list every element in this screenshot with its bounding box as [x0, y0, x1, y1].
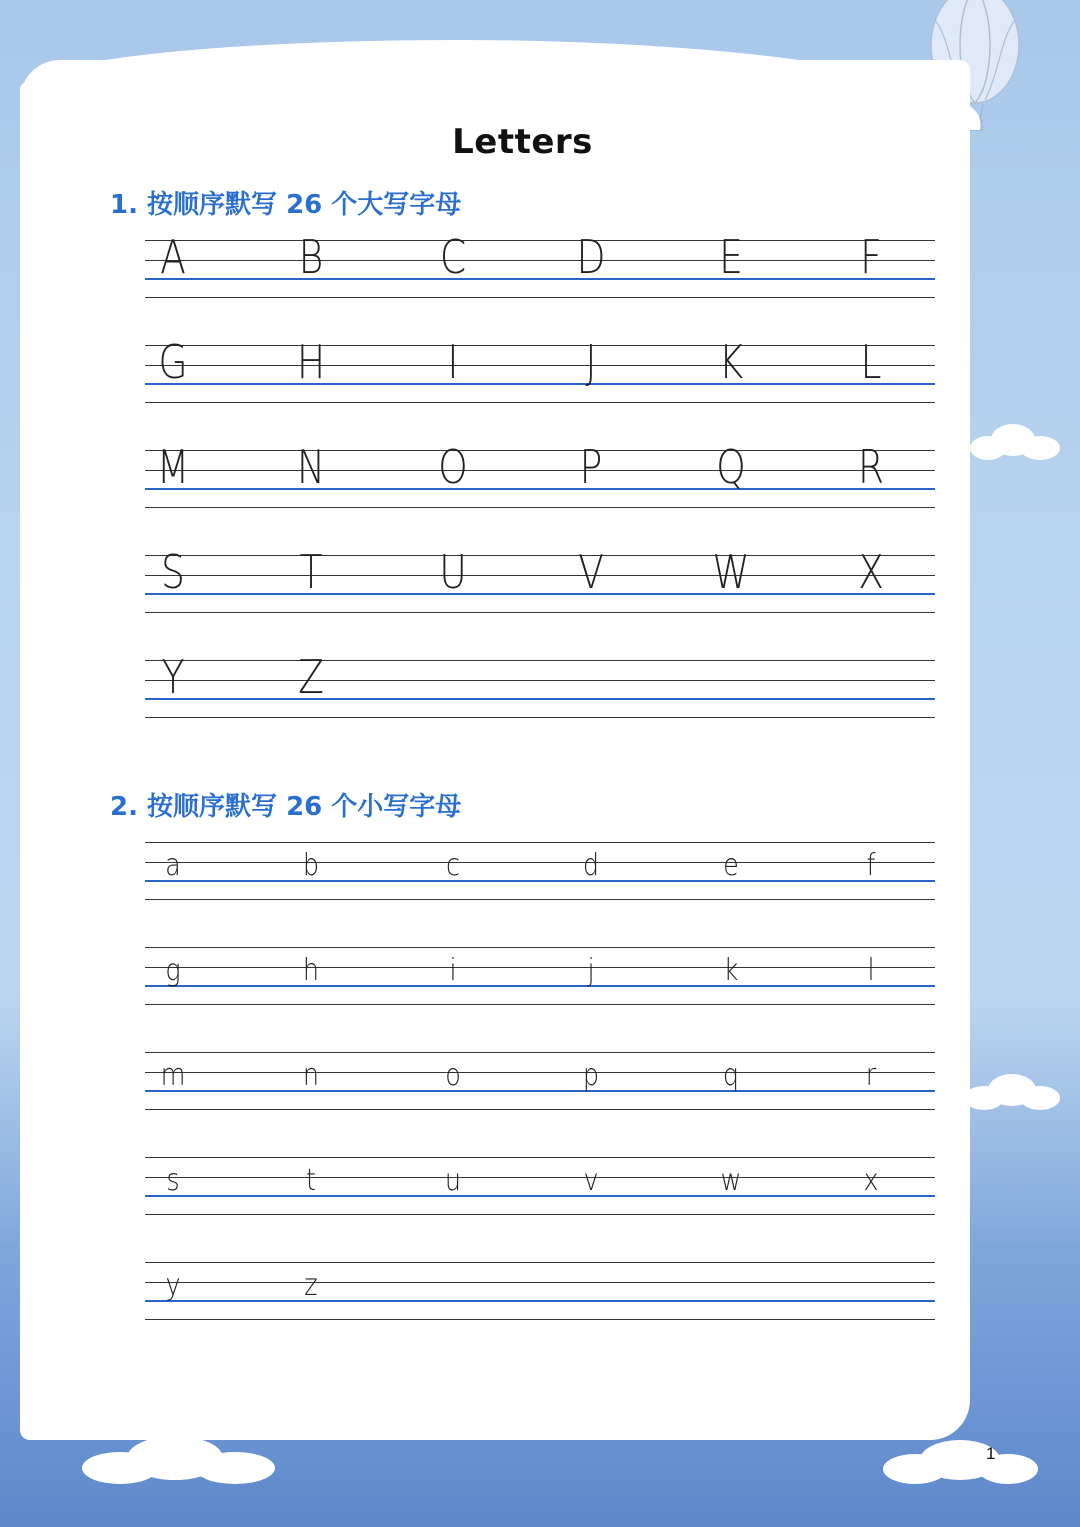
letter-glyph: X: [858, 545, 884, 599]
letter-glyph: k: [723, 953, 739, 988]
writing-guide-line: [145, 240, 935, 241]
writing-line-row: [145, 650, 935, 718]
writing-line-row: [145, 440, 935, 508]
writing-guide-line: [145, 1090, 935, 1092]
writing-guide-line: [145, 1262, 935, 1263]
letter-glyph: s: [166, 1163, 180, 1198]
letter-glyph: a: [165, 848, 181, 883]
writing-guide-line: [145, 612, 935, 613]
writing-line-row: [145, 842, 935, 900]
writing-guide-line: [145, 555, 935, 556]
page-number: 1: [986, 1444, 996, 1463]
writing-guide-line: [145, 260, 935, 261]
letter-glyph: M: [156, 440, 190, 494]
letter-glyph: t: [305, 1163, 316, 1198]
writing-guide-line: [145, 278, 935, 280]
writing-guide-line: [145, 862, 935, 863]
letter-glyph: p: [582, 1058, 600, 1093]
writing-guide-line: [145, 880, 935, 882]
cloud-icon: [962, 1068, 1062, 1118]
writing-guide-line: [145, 660, 935, 661]
section-heading-uppercase: 1. 按顺序默写 26 个大写字母: [110, 190, 462, 220]
letter-glyph: x: [863, 1163, 879, 1198]
letter-glyph: G: [158, 335, 188, 389]
letter-glyph: A: [160, 230, 186, 284]
letter-glyph: U: [439, 545, 467, 599]
writing-guide-line: [145, 1004, 935, 1005]
writing-guide-line: [145, 1300, 935, 1302]
letter-glyph: n: [302, 1058, 320, 1093]
writing-line-row: [145, 230, 935, 298]
letter-glyph: R: [857, 440, 885, 494]
letter-glyph: Q: [716, 440, 746, 494]
letter-glyph: V: [578, 545, 604, 599]
cloud-icon: [968, 418, 1063, 468]
letter-glyph: m: [160, 1058, 186, 1093]
writing-guide-line: [145, 402, 935, 403]
letter-glyph: y: [165, 1268, 181, 1303]
writing-guide-line: [145, 1177, 935, 1178]
letter-glyph: E: [719, 230, 743, 284]
writing-line-row: [145, 947, 935, 1005]
writing-guide-line: [145, 507, 935, 508]
writing-guide-line: [145, 383, 935, 385]
letter-glyph: b: [302, 848, 320, 883]
writing-guide-line: [145, 698, 935, 700]
letter-glyph: z: [304, 1268, 318, 1303]
letter-glyph: H: [296, 335, 326, 389]
letter-glyph: g: [165, 953, 181, 988]
letter-glyph: Y: [161, 650, 185, 704]
writing-guide-line: [145, 717, 935, 718]
letter-glyph: N: [296, 440, 326, 494]
cloud-icon: [880, 1435, 1040, 1490]
writing-line-row: [145, 1157, 935, 1215]
writing-guide-line: [145, 680, 935, 681]
letter-glyph: O: [438, 440, 468, 494]
letter-glyph: J: [585, 335, 597, 389]
letter-glyph: W: [712, 545, 750, 599]
writing-guide-line: [145, 842, 935, 843]
cloud-icon: [80, 1430, 280, 1490]
letter-glyph: D: [576, 230, 606, 284]
letter-glyph: c: [445, 848, 461, 883]
writing-guide-line: [145, 1157, 935, 1158]
letter-glyph: K: [718, 335, 744, 389]
writing-guide-line: [145, 1195, 935, 1197]
letter-glyph: j: [587, 953, 595, 988]
letter-glyph: e: [723, 848, 739, 883]
page-title: Letters: [452, 122, 593, 162]
letter-glyph: T: [299, 545, 323, 599]
letter-glyph: l: [867, 953, 875, 988]
letter-glyph: h: [302, 953, 320, 988]
letter-glyph: r: [865, 1058, 877, 1093]
writing-guide-line: [145, 470, 935, 471]
letter-glyph: B: [298, 230, 324, 284]
writing-guide-line: [145, 1072, 935, 1073]
writing-guide-line: [145, 593, 935, 595]
writing-guide-line: [145, 947, 935, 948]
writing-guide-line: [145, 450, 935, 451]
writing-guide-line: [145, 297, 935, 298]
letter-glyph: S: [161, 545, 185, 599]
letter-glyph: d: [582, 848, 600, 883]
writing-guide-line: [145, 1319, 935, 1320]
writing-guide-line: [145, 488, 935, 490]
letter-glyph: v: [583, 1163, 599, 1198]
letter-glyph: I: [447, 335, 459, 389]
writing-guide-line: [145, 1052, 935, 1053]
writing-guide-line: [145, 1109, 935, 1110]
letter-glyph: u: [444, 1163, 462, 1198]
letter-glyph: C: [439, 230, 467, 284]
writing-line-row: [145, 335, 935, 403]
writing-guide-line: [145, 899, 935, 900]
letter-glyph: f: [866, 848, 876, 883]
writing-guide-line: [145, 985, 935, 987]
letter-glyph: w: [720, 1163, 742, 1198]
letter-glyph: o: [445, 1058, 461, 1093]
writing-guide-line: [145, 365, 935, 366]
writing-guide-line: [145, 345, 935, 346]
letter-glyph: i: [449, 953, 457, 988]
letter-glyph: L: [860, 335, 882, 389]
writing-line-row: [145, 545, 935, 613]
letter-glyph: q: [722, 1058, 740, 1093]
letter-glyph: Z: [298, 650, 324, 704]
letter-glyph: F: [860, 230, 882, 284]
writing-guide-line: [145, 967, 935, 968]
letter-glyph: P: [579, 440, 603, 494]
writing-line-row: [145, 1262, 935, 1320]
writing-line-row: [145, 1052, 935, 1110]
writing-guide-line: [145, 1214, 935, 1215]
writing-guide-line: [145, 1282, 935, 1283]
section-heading-lowercase: 2. 按顺序默写 26 个小写字母: [110, 792, 462, 822]
writing-guide-line: [145, 575, 935, 576]
